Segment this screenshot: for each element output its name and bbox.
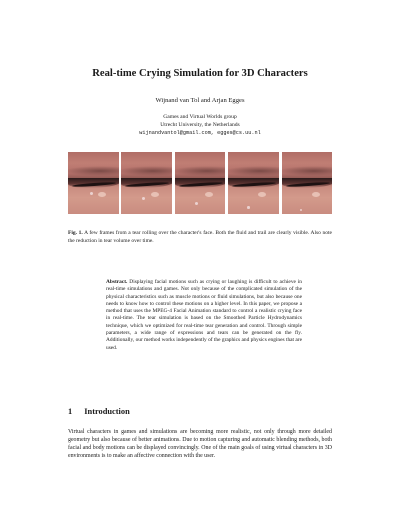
affiliation <box>0 113 400 137</box>
body-paragraph: Virtual characters in games and simulations are becoming more realistic, not only through more detailed geometry but also because of better animations. Due to motion capturing and automatic blending methods, both facial and body motions can be displayed convincingly. One of the main goals of using virtual characters in 3D environments is to make an affective connection with the user. <box>68 429 332 460</box>
figure-frame-5 <box>282 152 333 214</box>
figure-1-frame-strip <box>68 152 332 214</box>
tear-drop <box>247 206 250 209</box>
figure-caption <box>68 230 332 246</box>
tear-drop <box>195 202 198 205</box>
affiliation-university: Utrecht University, the Netherlands <box>160 122 240 128</box>
tear-drop <box>90 192 93 195</box>
figure-frame-2 <box>121 152 172 214</box>
section-title: Introduction <box>84 407 130 416</box>
section-heading <box>68 407 130 416</box>
tear-drop <box>300 209 302 211</box>
figure-frame-3 <box>175 152 226 214</box>
tear-drop <box>142 197 145 200</box>
figure-frame-4 <box>228 152 279 214</box>
paper-title: Real-time Crying Simulation for 3D Characters <box>92 68 308 79</box>
author-emails: wijnandvantol@gmail.com, egges@cs.uu.nl <box>139 130 261 136</box>
abstract-text: Displaying facial motions such as crying or laughing is difficult to achieve in real-time simulations and games. Not only because of the complicated simulation of the physical characteristics such as muscle motions or fluid simulations, but also because one needs to know how to control these motions on a higher level. In this paper, we propose a method that uses the MPEG-4 Facial Animation standard to control a realistic crying face in real-time. The tear simulation is based on the Smoothed Particle Hydrodynamics technique, which we optimized for real-time tear generation and control. Through simple parameters, a wide range of expressions and tears can be generated on the fly. Additionally, our method works independently of the graphics and physics engines that are used. <box>106 279 302 351</box>
abstract <box>106 279 302 352</box>
figure-frame-1 <box>68 152 119 214</box>
figure-caption-label: Fig. 1. <box>68 230 83 236</box>
section-number: 1 <box>68 407 73 416</box>
author-list: Wijnand van Tol and Arjan Egges <box>155 97 245 104</box>
affiliation-group: Games and Virtual Worlds group <box>163 114 237 120</box>
abstract-label: Abstract. <box>106 279 128 285</box>
figure-caption-text: A few frames from a tear rolling over the character's face. Both the fluid and trail are clearly visible. Also note the reduction in tear volume over time. <box>68 230 332 244</box>
